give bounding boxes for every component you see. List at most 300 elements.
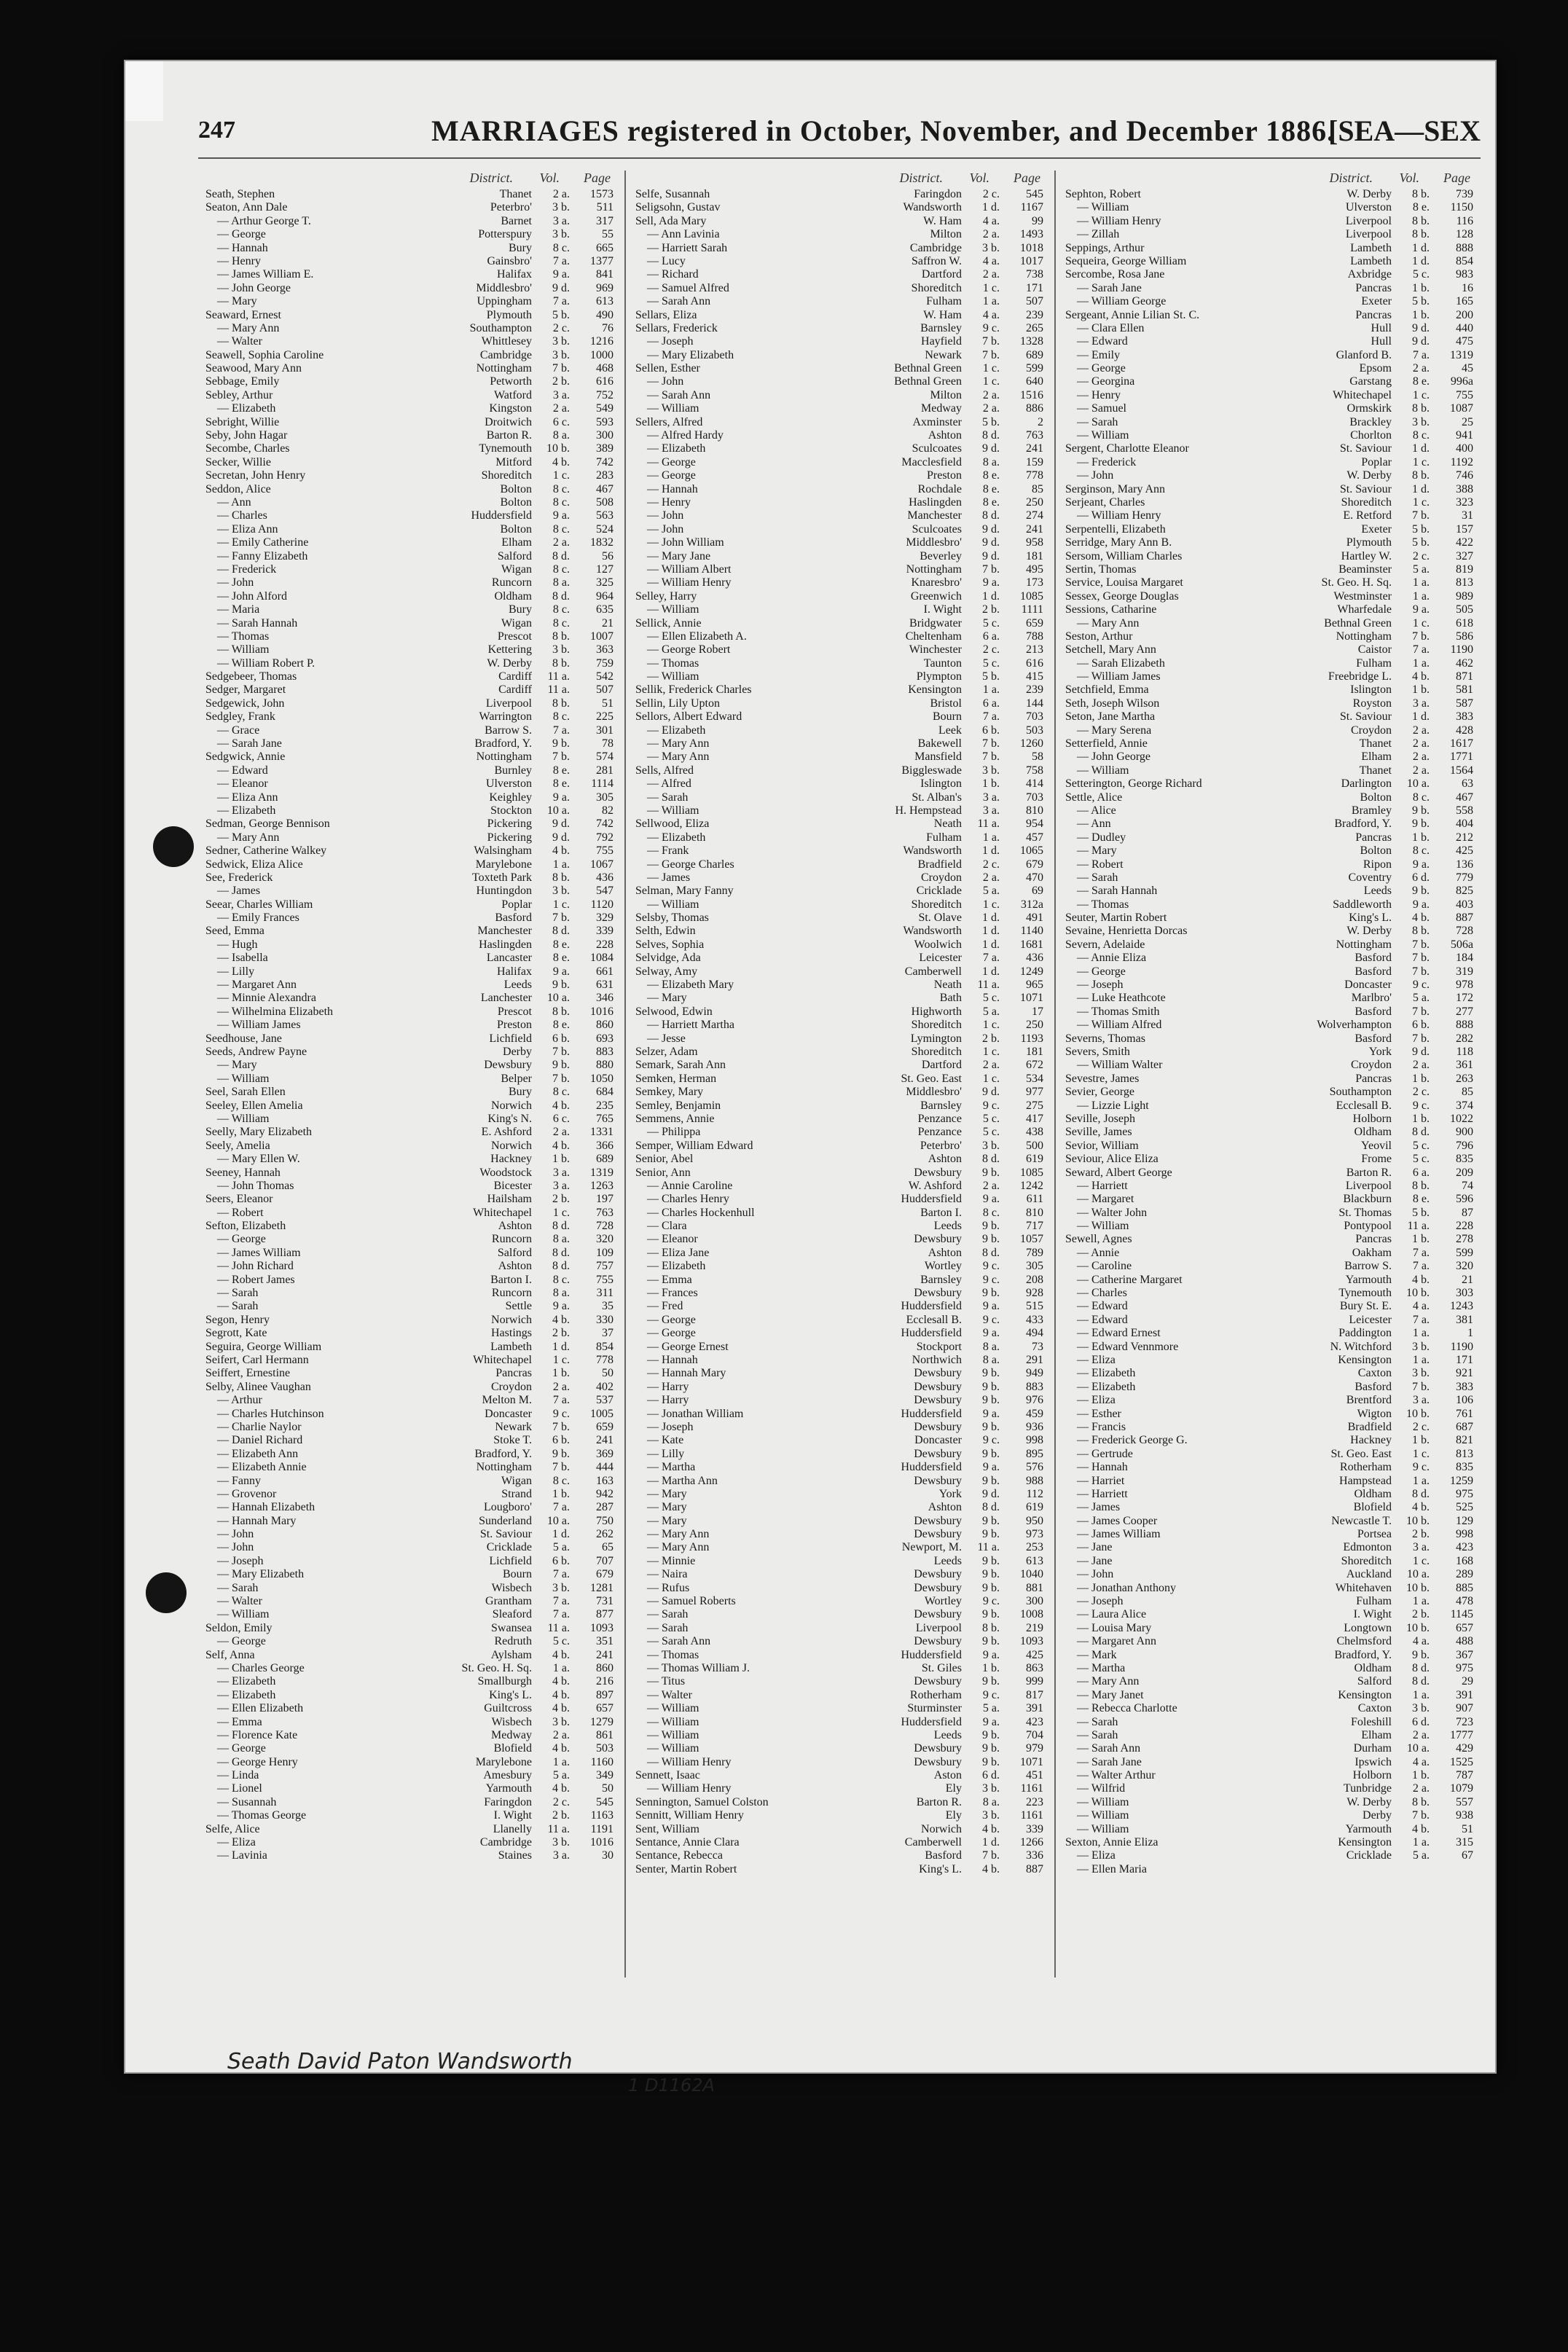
index-entry	[205, 858, 614, 871]
entry-volume: 7 b.	[982, 750, 1000, 764]
entry-district: Leeds	[503, 979, 532, 992]
entry-volume: 9 d.	[552, 831, 570, 844]
index-entry	[635, 1300, 1043, 1313]
entry-district: Wisbech	[491, 1715, 532, 1728]
entry-name: — Eliza Jane	[647, 1246, 710, 1259]
index-entry	[205, 844, 614, 858]
entry-volume: 5 b.	[1412, 536, 1430, 549]
entry-name: — George Ernest	[647, 1340, 729, 1353]
entry-name: — Daniel Richard	[217, 1434, 303, 1447]
entry-volume: 1 c.	[552, 898, 570, 911]
entry-volume: 9 d.	[982, 1086, 1000, 1099]
entry-page: 835	[1456, 1153, 1473, 1166]
entry-name: Serpentelli, Elizabeth	[1065, 522, 1166, 536]
entry-district: Croydon	[1351, 1059, 1392, 1072]
index-entry	[1065, 1662, 1473, 1675]
entry-volume: 8 b.	[1412, 925, 1430, 938]
entry-name: Serginson, Mary Ann	[1065, 482, 1166, 495]
entry-name: Seppings, Arthur	[1065, 241, 1145, 254]
entry-volume: 8 e.	[982, 469, 1000, 482]
district-header: District.	[899, 170, 943, 185]
entry-page: 938	[1456, 1809, 1473, 1822]
entry-name: Sersom, William Charles	[1065, 549, 1183, 562]
index-entry	[1065, 1274, 1473, 1287]
index-entry	[635, 1729, 1043, 1742]
entry-page: 1160	[590, 1755, 614, 1768]
entry-volume: 9 d.	[552, 281, 570, 294]
index-entry	[205, 215, 614, 228]
entry-volume: 8 d.	[982, 1153, 1000, 1166]
entry-page: 750	[596, 1514, 614, 1527]
entry-name: Sephton, Robert	[1065, 188, 1141, 200]
entry-district: Bethnal Green	[894, 362, 962, 375]
index-entry	[205, 389, 614, 402]
entry-district: Elham	[1361, 750, 1392, 764]
entry-district: Shoreditch	[911, 898, 962, 911]
entry-district: Basford	[495, 912, 532, 925]
entry-district: Halifax	[497, 268, 532, 281]
entry-page: 400	[1456, 442, 1473, 455]
index-entry	[205, 1167, 614, 1180]
page-header	[198, 106, 1481, 159]
entry-page: 402	[596, 1380, 614, 1393]
entry-name: — Mary Ann	[217, 831, 280, 844]
entry-district: Thanet	[499, 188, 532, 200]
index-entry	[205, 1461, 614, 1474]
entry-volume: 1 d.	[982, 938, 1000, 951]
entry-name: Setterfield, Annie	[1065, 737, 1148, 750]
entry-name: Seuter, Martin Robert	[1065, 912, 1167, 925]
entry-page: 1000	[590, 348, 614, 361]
entry-volume: 5 c.	[1412, 1139, 1430, 1152]
entry-volume: 5 c.	[1412, 1153, 1430, 1166]
index-entry	[635, 1756, 1043, 1769]
entry-district: Barnsley	[920, 321, 962, 334]
entry-district: Norwich	[921, 1822, 962, 1835]
entry-volume: 3 b.	[552, 348, 570, 361]
entry-page: 813	[1456, 1447, 1473, 1460]
index-entry	[635, 389, 1043, 402]
index-entry	[1065, 1501, 1473, 1514]
index-entry	[205, 1488, 614, 1501]
entry-name: — William James	[1077, 670, 1161, 683]
index-entry	[635, 215, 1043, 228]
index-entry	[205, 295, 614, 308]
entry-page: 679	[596, 1568, 614, 1581]
entry-name: — Isabella	[217, 952, 268, 965]
entry-district: Burnley	[494, 764, 532, 777]
entry-page: 383	[1456, 710, 1473, 724]
entry-volume: 8 e.	[982, 495, 1000, 509]
entry-page: 965	[1026, 979, 1043, 992]
entry-page: 470	[1026, 871, 1043, 884]
entry-district: York	[1368, 1046, 1392, 1058]
entry-volume: 1 d.	[1412, 482, 1430, 495]
entry-volume: 2 a.	[1412, 1782, 1430, 1795]
entry-page: 796	[1456, 1139, 1473, 1152]
entry-volume: 8 d.	[982, 509, 1000, 522]
entry-page: 631	[596, 979, 614, 992]
entry-district: Durham	[1353, 1742, 1392, 1755]
entry-name: — Susannah	[217, 1795, 277, 1808]
entry-district: Cricklade	[916, 885, 962, 898]
entry-page: 51	[602, 697, 614, 710]
entry-page: 616	[1026, 656, 1043, 670]
entry-name: Sellors, Albert Edward	[635, 710, 742, 724]
entry-district: Sleaford	[492, 1608, 532, 1621]
entry-name: — Harry	[647, 1380, 689, 1393]
entry-name: — George	[217, 1635, 266, 1648]
entry-name: — Sarah	[217, 1287, 259, 1300]
entry-page: 576	[1026, 1461, 1043, 1474]
entry-district: Runcorn	[491, 576, 532, 589]
entry-volume: 2 a.	[982, 228, 1000, 241]
entry-district: Barton R.	[486, 429, 532, 442]
entry-district: Shoreditch	[481, 469, 532, 482]
entry-name: — Alfred	[647, 777, 691, 791]
entry-volume: 1 d.	[982, 1836, 1000, 1849]
entry-name: — Frederick	[1077, 455, 1137, 469]
entry-name: — Mary	[217, 295, 257, 308]
index-entry	[205, 617, 614, 630]
index-entry	[205, 550, 614, 563]
entry-name: Seawood, Mary Ann	[205, 362, 302, 375]
index-entry	[1065, 1528, 1473, 1541]
entry-district: Ashton	[498, 1220, 532, 1233]
entry-volume: 7 a.	[552, 1501, 570, 1514]
entry-name: — Sarah	[647, 1608, 689, 1621]
entry-page: 319	[1456, 965, 1473, 978]
index-entry	[1065, 590, 1473, 603]
entry-name: — Mary Ann	[1077, 616, 1140, 630]
entry-name: Sevestre, James	[1065, 1072, 1140, 1085]
entry-volume: 5 c.	[982, 1126, 1000, 1139]
entry-district: Wandsworth	[903, 925, 962, 938]
index-entry	[205, 804, 614, 818]
entry-volume: 2 c.	[552, 1795, 570, 1808]
entry-page: 491	[1026, 912, 1043, 925]
index-entry	[635, 1863, 1043, 1876]
entry-volume: 7 b.	[1412, 1005, 1430, 1018]
entry-name: — Wilhelmina Elizabeth	[217, 1005, 334, 1018]
index-entry	[1065, 1582, 1473, 1595]
entry-page: 679	[1026, 858, 1043, 871]
entry-district: St. Giles	[921, 1661, 962, 1674]
entry-page: 21	[602, 616, 614, 630]
entry-district: Settle	[505, 1300, 532, 1313]
index-entry	[205, 1381, 614, 1394]
entry-name: — Eleanor	[647, 1233, 698, 1246]
entry-name: Sedger, Margaret	[205, 683, 286, 697]
index-entry	[205, 1327, 614, 1340]
index-entry	[635, 536, 1043, 549]
entry-page: 619	[1026, 1153, 1043, 1166]
entry-page: 537	[596, 1394, 614, 1407]
entry-page: 964	[596, 589, 614, 603]
entry-volume: 10 b.	[1406, 1514, 1430, 1527]
entry-page: 173	[1026, 576, 1043, 589]
entry-volume: 9 c.	[982, 321, 1000, 334]
entry-volume: 1 c.	[982, 898, 1000, 911]
entry-volume: 1 c.	[982, 1019, 1000, 1032]
entry-volume: 8 d.	[1412, 1126, 1430, 1139]
entry-district: Pancras	[1355, 281, 1392, 294]
entry-page: 1266	[1020, 1836, 1043, 1849]
entry-name: — John	[1077, 1568, 1114, 1581]
entry-page: 731	[596, 1595, 614, 1608]
entry-name: Sebright, Willie	[205, 415, 280, 428]
index-entry	[1065, 764, 1473, 777]
entry-district: Milton	[930, 228, 962, 241]
entry-page: 467	[1456, 791, 1473, 804]
index-entry	[1065, 938, 1473, 952]
entry-name: Sessex, George Douglas	[1065, 589, 1179, 603]
index-entry	[205, 242, 614, 255]
entry-volume: 7 a.	[982, 710, 1000, 724]
entry-district: Barton I.	[920, 1206, 962, 1219]
entry-district: Darlington	[1341, 777, 1392, 791]
index-entry	[205, 483, 614, 496]
entry-name: Seton, Jane Martha	[1065, 710, 1156, 724]
entry-page: 755	[596, 1273, 614, 1286]
entry-district: Runcorn	[491, 1287, 532, 1300]
entry-page: 703	[1026, 791, 1043, 804]
entry-name: — Martha Ann	[647, 1474, 718, 1487]
entry-volume: 6 a.	[1412, 1166, 1430, 1179]
entry-name: — Mary Elizabeth	[217, 1568, 305, 1581]
entry-name: Segrott, Kate	[205, 1327, 267, 1340]
page-corner-tab	[125, 61, 163, 121]
entry-district: Bourn	[503, 1568, 532, 1581]
entry-name: — Eliza Ann	[217, 522, 278, 536]
entry-name: — Sarah Hannah	[1077, 885, 1158, 898]
entry-volume: 8 e.	[552, 952, 570, 965]
entry-volume: 8 e.	[1412, 201, 1430, 214]
entry-volume: 2 b.	[552, 1193, 570, 1206]
entry-page: 329	[596, 912, 614, 925]
entry-volume: 8 c.	[1412, 791, 1430, 804]
index-entry	[635, 456, 1043, 469]
index-entry	[1065, 1782, 1473, 1795]
entry-district: W. Derby	[1346, 1795, 1392, 1808]
entry-district: Barton I.	[490, 1273, 532, 1286]
entry-name: — Jane	[1077, 1554, 1113, 1567]
entry-district: Rotherham	[1339, 1461, 1392, 1474]
entry-district: Ashton	[928, 1501, 962, 1514]
entry-name: — Elizabeth Ann	[217, 1447, 299, 1460]
entry-volume: 7 b.	[982, 562, 1000, 576]
entry-volume: 3 a.	[1412, 1394, 1430, 1407]
entry-volume: 4 b.	[552, 1688, 570, 1701]
entry-volume: 10 a.	[1406, 1742, 1430, 1755]
index-entry	[635, 871, 1043, 885]
entry-page: 757	[596, 1260, 614, 1273]
entry-district: Pontypool	[1344, 1220, 1392, 1233]
entry-name: Selby, Alinee Vaughan	[205, 1380, 311, 1393]
entry-page: 433	[1026, 1313, 1043, 1326]
entry-district: St. Geo. East	[901, 1072, 962, 1085]
entry-district: Dewsbury	[914, 1367, 962, 1380]
entry-district: Aston	[933, 1769, 962, 1782]
entry-page: 596	[1456, 1193, 1473, 1206]
entry-district: Stoke T.	[493, 1434, 532, 1447]
entry-name: — Elizabeth	[217, 1688, 276, 1701]
entry-volume: 1 c.	[552, 469, 570, 482]
index-entry	[635, 309, 1043, 322]
entry-volume: 8 e.	[982, 482, 1000, 495]
entry-page: 389	[596, 442, 614, 455]
entry-volume: 8 e.	[1412, 375, 1430, 388]
index-entry	[1065, 1381, 1473, 1394]
index-entry	[205, 1367, 614, 1380]
entry-district	[1282, 1863, 1392, 1876]
entry-page: 684	[596, 1086, 614, 1099]
index-entry	[1065, 550, 1473, 563]
entry-district: Edmonton	[1343, 1541, 1392, 1554]
entry-page: 265	[1026, 321, 1043, 334]
entry-volume: 8 e.	[552, 1019, 570, 1032]
entry-volume: 7 a.	[552, 1568, 570, 1581]
entry-district: I. Wight	[923, 603, 962, 616]
index-entry	[205, 1582, 614, 1595]
index-entry	[635, 1046, 1043, 1059]
entry-name: — Emily Frances	[217, 912, 299, 925]
entry-page: 311	[596, 1287, 614, 1300]
entry-name: — James	[647, 871, 691, 884]
entry-district: Islington	[920, 777, 962, 791]
entry-volume: 9 d.	[982, 1487, 1000, 1500]
index-entry	[635, 764, 1043, 777]
entry-name: — Eliza	[1077, 1353, 1116, 1366]
index-entry	[1065, 630, 1473, 643]
entry-page: 50	[602, 1367, 614, 1380]
entry-volume: 3 b.	[1412, 1340, 1430, 1353]
index-entry	[1065, 1113, 1473, 1126]
entry-district: W. Ham	[923, 214, 962, 227]
entry-district: Preston	[497, 1019, 532, 1032]
index-entry	[1065, 1756, 1473, 1769]
entry-name: Seiffert, Ernestine	[205, 1367, 291, 1380]
index-entry	[635, 1689, 1043, 1702]
entry-page: 209	[1456, 1166, 1473, 1179]
entry-volume: 2 a.	[552, 188, 570, 200]
entry-volume: 8 e.	[552, 777, 570, 791]
entry-page: 810	[1026, 1206, 1043, 1219]
entry-page: 1018	[1020, 241, 1043, 254]
index-entry	[635, 1434, 1043, 1447]
entry-page: 998	[1026, 1434, 1043, 1447]
entry-district: Cardiff	[498, 670, 532, 683]
entry-page: 425	[1456, 844, 1473, 858]
index-entry	[1065, 1461, 1473, 1474]
index-entry	[205, 1233, 614, 1246]
entry-name: — Charles	[217, 509, 267, 522]
entry-district: Ely	[945, 1782, 962, 1795]
entry-name: — Francis	[1077, 1420, 1126, 1433]
index-entry	[635, 1408, 1043, 1421]
entry-volume: 11 a.	[977, 979, 1000, 992]
entry-name: Semper, William Edward	[635, 1139, 753, 1152]
entry-name: — Fred	[647, 1300, 683, 1313]
entry-page: 457	[1026, 831, 1043, 844]
entry-volume: 2 c.	[1412, 1420, 1430, 1433]
entry-name: — John	[647, 522, 684, 536]
entry-name: — Henry	[217, 254, 261, 267]
entry-name: — Rebecca Charlotte	[1077, 1702, 1177, 1715]
entry-page: 320	[596, 1233, 614, 1246]
entry-volume: 1 b.	[1412, 1769, 1430, 1782]
entry-page: 507	[1026, 295, 1043, 308]
entry-name: — Margaret Ann	[217, 979, 297, 992]
entry-name: — Hugh	[217, 938, 258, 951]
entry-volume: 7 a.	[552, 254, 570, 267]
entry-district: Dewsbury	[914, 1742, 962, 1755]
entry-name: — John George	[1077, 750, 1151, 764]
entry-district: Hailsham	[487, 1193, 532, 1206]
entry-name: Selley, Harry	[635, 589, 697, 603]
index-entry	[205, 1756, 614, 1769]
entry-name: Seville, Joseph	[1065, 1112, 1135, 1125]
index-entry	[635, 1702, 1043, 1715]
entry-name: — William	[217, 1072, 270, 1085]
index-entry	[205, 1649, 614, 1662]
entry-name: — Rufus	[647, 1581, 690, 1594]
entry-district: Huddersfield	[901, 1193, 962, 1206]
entry-district: Pancras	[1355, 1233, 1392, 1246]
entry-name: Sebley, Arthur	[205, 388, 273, 401]
entry-volume: 4 b.	[552, 1648, 570, 1661]
entry-page: 921	[1456, 1367, 1473, 1380]
entry-district: Camberwell	[904, 965, 962, 978]
index-entry	[635, 1381, 1043, 1394]
entry-page: 1008	[1020, 1608, 1043, 1621]
index-entry	[635, 630, 1043, 643]
entry-name: — Thomas Smith	[1077, 1005, 1160, 1018]
index-entry	[1065, 791, 1473, 804]
index-entry	[635, 1113, 1043, 1126]
entry-page: 825	[1456, 885, 1473, 898]
entry-district: Ecclesall B.	[1336, 1099, 1392, 1112]
entry-district: Dewsbury	[914, 1528, 962, 1541]
entry-name: Sedgewick, John	[205, 697, 285, 710]
entry-district: Basford	[1355, 1032, 1392, 1045]
entry-name: — Laura Alice	[1077, 1608, 1147, 1621]
entry-page: 761	[1456, 1407, 1473, 1420]
index-entry	[205, 1568, 614, 1581]
entry-volume: 9 b.	[982, 1568, 1000, 1581]
entry-page: 500	[1026, 1139, 1043, 1152]
index-entry	[635, 1836, 1043, 1849]
entry-page: 388	[1456, 482, 1473, 495]
entry-district: Huddersfield	[901, 1461, 962, 1474]
entry-volume: 4 b.	[552, 1099, 570, 1112]
index-entry	[205, 1193, 614, 1206]
entry-page: 87	[1462, 1206, 1473, 1219]
entry-volume: 2 c.	[982, 858, 1000, 871]
entry-page: 661	[596, 965, 614, 978]
entry-name: — Jane	[1077, 1541, 1113, 1554]
entry-page: 1017	[1020, 254, 1043, 267]
entry-district: Exeter	[1361, 295, 1392, 308]
entry-name: — Arthur George T.	[217, 214, 311, 227]
entry-district: Keighley	[489, 791, 532, 804]
index-entry	[1065, 1300, 1473, 1313]
entry-district: Ulverston	[1345, 201, 1392, 214]
entry-district: Shoreditch	[911, 1046, 962, 1058]
entry-page: 978	[1456, 979, 1473, 992]
index-entry	[1065, 1032, 1473, 1046]
entry-district: Bury	[509, 241, 532, 254]
